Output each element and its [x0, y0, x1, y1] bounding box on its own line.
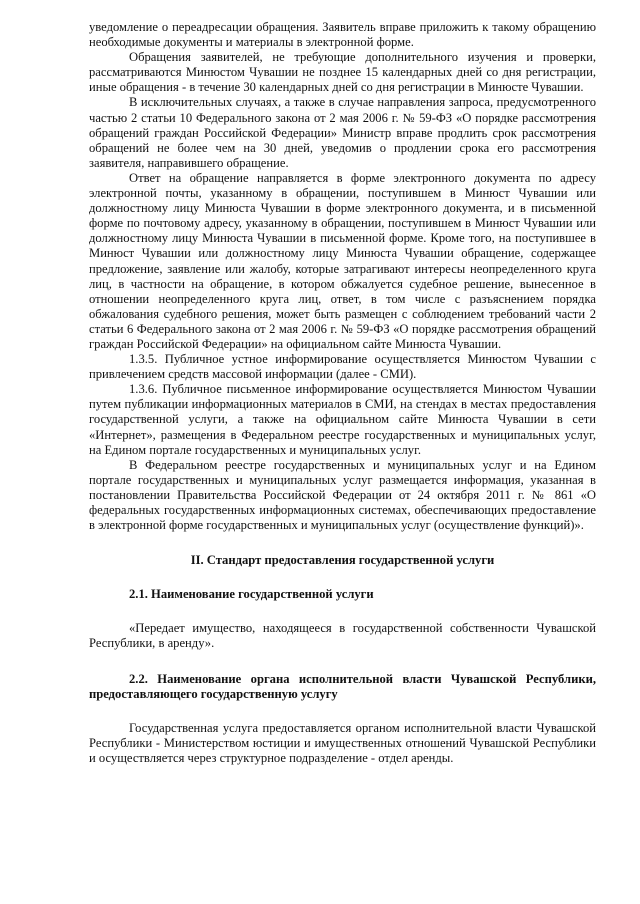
subsection-title: 2.2. Наименование органа исполнительной власти Чувашской Республики, предоставляющего государственную услугу — [89, 671, 596, 701]
spacer — [89, 602, 596, 621]
paragraph: 1.3.6. Публичное письменное информирование осуществляется Минюстом Чувашии путем публикации информационных материалов в СМИ, на стендах в местах предоставления государственной услуги, а также на официальном сайте Минюста Чувашии в сети «Интернет», размещения в Федеральном реестре государственных и муниципальных услуг, на Едином портале государственных и муниципальных услуг. — [89, 382, 596, 457]
paragraph: В исключительных случаях, а также в случае направления запроса, предусмотренного частью 2 статьи 10 Федерального закона от 2 мая 2006 г. № 59-ФЗ «О порядке рассмотрения обращений граждан Российской Федерации» Министр вправе продлить срок рассмотрения обращений не более чем на 30 дней, уведомив о продлении срока его рассмотрения заявителя, направившего обращение. — [89, 95, 596, 170]
paragraph: В Федеральном реестре государственных и муниципальных услуг и на Едином портале государственных и муниципальных услуг размещается информация, указанная в постановлении Правительства Российской Федерации от 24 октября 2011 г. № 861 «О федеральных государственных информационных системах, обеспечивающих предоставление в электронной форме государственных и муниципальных услуг (осуществление функций)». — [89, 457, 596, 533]
section-title: II. Стандарт предоставления государственной услуги — [190, 553, 495, 568]
spacer — [89, 702, 596, 721]
spacer — [89, 568, 596, 587]
subsection-title: 2.1. Наименование государственной услуги — [129, 587, 374, 602]
paragraph: Государственная услуга предоставляется органом исполнительной власти Чувашской Республики - Министерством юстиции и имущественных отношений Чувашской Республики и осуществляется через структурное подразделение - отдел аренды. — [89, 720, 596, 765]
paragraph: уведомление о переадресации обращения. Заявитель вправе приложить к такому обращению необходимые документы и материалы в электронной форме. — [89, 20, 596, 50]
paragraph: Обращения заявителей, не требующие дополнительного изучения и проверки, рассматриваются Минюстом Чувашии не позднее 15 календарных дней со дня регистрации, иные обращения - в течение 30 календарных дней со дня регистрации в Минюсте Чувашии. — [89, 50, 596, 95]
paragraph: 1.3.5. Публичное устное информирование осуществляется Минюстом Чувашии с привлечением средств массовой информации (далее - СМИ). — [89, 352, 596, 382]
paragraph: Ответ на обращение направляется в форме электронного документа по адресу электронной почты, указанному в обращении, поступившем в Минюст Чувашии или должностному лицу Минюста Чувашии в форме электронного документа, и в письменной форме по почтовому адресу, указанному в обращении, поступившем в Минюст Чувашии или должностному лицу Минюста Чувашии в письменной форме. Кроме того, на поступившее в Минюст Чувашии или должностному лицу Минюста Чувашии обращение, содержащее предложение, заявление или жалобу, которые затрагивают интересы неопределенного круга лиц, в частности на обращение, в котором обжалуется судебное решение, вынесенное в отношении неопределенного круга лиц, ответ, в том числе с разъяснением порядка обжалования судебного решения, может быть размещен с соблюдением требований части 2 статьи 6 Федерального закона от 2 мая 2006 г. № 59-ФЗ «О порядке рассмотрения обращений граждан Российской Федерации» на официальном сайте Минюста Чувашии. — [89, 170, 596, 351]
paragraph: «Передает имущество, находящееся в государственной собственности Чувашской Республики, в аренду». — [89, 621, 596, 651]
spacer — [89, 652, 596, 672]
